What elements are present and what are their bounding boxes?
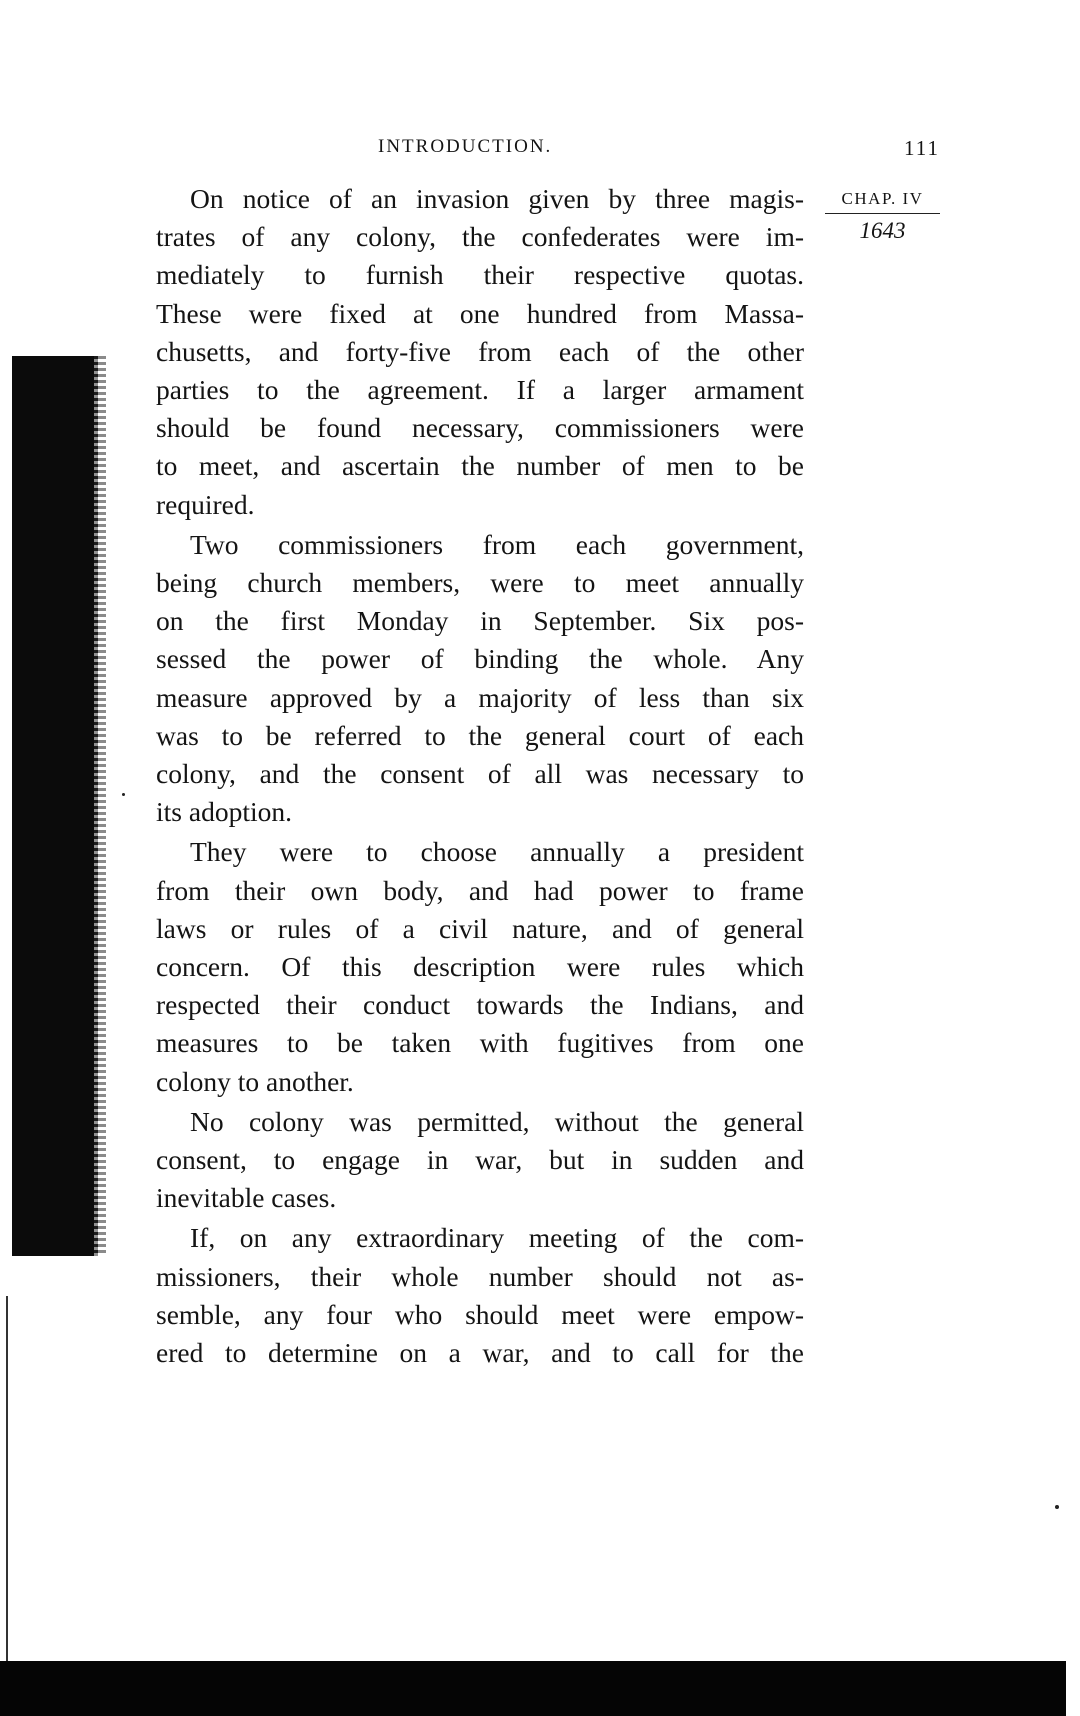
- scan-edge-line: [6, 1296, 8, 1666]
- paragraph: [156, 180, 804, 524]
- scan-shadow-bottom: [0, 1661, 1066, 1716]
- text-line: from their own body, and had power to frame: [156, 874, 804, 906]
- text-line: being church members, were to meet annually: [156, 567, 804, 599]
- text-line: Two commissioners from each government,: [190, 528, 804, 560]
- text-line: missioners, their whole number should not as-: [156, 1260, 804, 1292]
- scan-shadow-left: [4, 356, 98, 1256]
- text-line: ered to determine on a war, and to call for the: [156, 1337, 804, 1369]
- text-line: colony, and the consent of all was necessary to: [156, 758, 804, 790]
- text-line: was to be referred to the general court of each: [156, 719, 804, 751]
- text-line: chusetts, and forty-five from each of the other: [156, 335, 804, 367]
- margin-chapter: CHAP. IV: [825, 189, 940, 214]
- text-line: measures to be taken with fugitives from one: [156, 1027, 804, 1059]
- scan-speck: [1055, 1505, 1059, 1509]
- text-line: These were fixed at one hundred from Massa-: [156, 297, 804, 329]
- margin-note: [825, 189, 940, 244]
- page-number: 111: [904, 136, 940, 160]
- text-line: measure approved by a majority of less than six: [156, 681, 804, 713]
- text-line: If, on any extraordinary meeting of the com-: [190, 1222, 804, 1254]
- text-line: consent, to engage in war, but in sudden and: [156, 1144, 804, 1176]
- scan-speck: [122, 793, 125, 796]
- text-line: inevitable cases.: [156, 1182, 337, 1214]
- text-line: No colony was permitted, without the general: [190, 1105, 804, 1137]
- text-line: required.: [156, 488, 255, 520]
- text-line: to meet, and ascertain the number of men to be: [156, 450, 804, 482]
- margin-year: 1643: [859, 218, 906, 243]
- text-line: mediately to furnish their respective quotas.: [156, 259, 804, 291]
- text-line: concern. Of this description were rules which: [156, 951, 804, 983]
- text-line: colony to another.: [156, 1065, 354, 1097]
- text-line: parties to the agreement. If a larger armament: [156, 374, 804, 406]
- text-line: semble, any four who should meet were empow-: [156, 1298, 804, 1330]
- text-line: They were to choose annually a president: [190, 836, 804, 868]
- paragraph: [156, 1219, 804, 1372]
- text-line: laws or rules of a civil nature, and of general: [156, 912, 804, 944]
- text-line: on the first Monday in September. Six pos-: [156, 605, 804, 637]
- text-line: On notice of an invasion given by three magis-: [190, 183, 804, 214]
- text-line: its adoption.: [156, 796, 292, 828]
- running-head: [150, 136, 940, 166]
- paragraph: [156, 833, 804, 1100]
- paragraph: [156, 526, 804, 832]
- running-title: INTRODUCTION.: [378, 136, 553, 157]
- paragraph: [156, 1103, 804, 1218]
- text-line: should be found necessary, commissioners were: [156, 412, 804, 444]
- text-line: sessed the power of binding the whole. Any: [156, 643, 804, 675]
- text-line: respected their conduct towards the Indians, and: [156, 989, 804, 1021]
- text-line: trates of any colony, the confederates were im-: [156, 221, 804, 253]
- body-text: [156, 180, 804, 1374]
